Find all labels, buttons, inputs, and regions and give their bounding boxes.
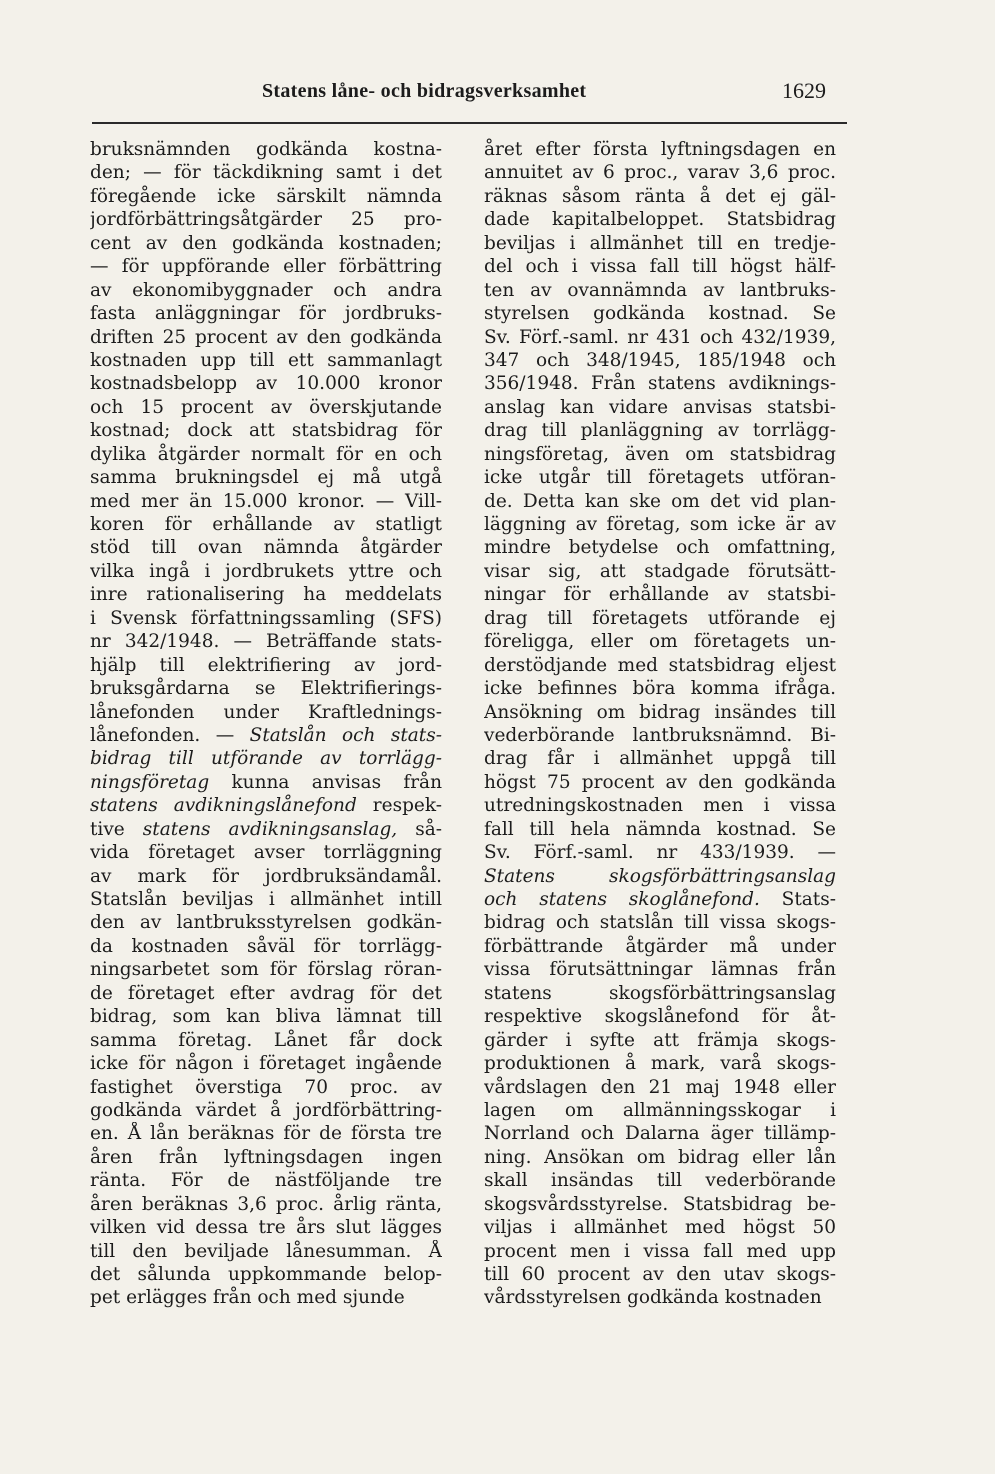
text-run: skall insändas till vederbörande: [484, 1170, 836, 1192]
text-line: [484, 771, 836, 794]
text-run: lånefonden under Kraftlednings-: [90, 701, 442, 723]
text-line: [90, 1193, 442, 1216]
text-line: [484, 419, 836, 442]
text-line: [484, 1193, 836, 1216]
text-line: [484, 349, 836, 372]
text-run: koren för erhållande av statligt: [90, 514, 442, 535]
text-run: produktionen å mark, varå skogs-: [484, 1053, 836, 1075]
text-run: pet erlägges från och med sjunde: [90, 1287, 405, 1309]
text-line: [90, 935, 442, 958]
page-number: 1629: [782, 78, 826, 103]
text-line: [484, 677, 836, 700]
text-line: [484, 1240, 836, 1263]
text-run: dylika åtgärder normalt för en och: [90, 443, 442, 465]
text-line: [484, 490, 836, 513]
text-run: förbättrande åtgärder må under: [484, 935, 836, 957]
text-run: dade kapitalbeloppet. Statsbidrag: [484, 209, 836, 231]
text-line: [484, 982, 836, 1005]
text-line: [484, 396, 836, 419]
text-line: [484, 818, 836, 841]
text-run: av ekonomibyggnader och andra: [90, 279, 442, 301]
text-run: bidrag, som kan bliva lämnat till: [90, 1006, 442, 1028]
text-line: [90, 443, 442, 466]
text-run: respektive skogslånefond för åt-: [484, 1006, 836, 1028]
text-run: samma brukningsdel ej må utgå: [90, 467, 442, 489]
text-line: [484, 372, 836, 395]
text-run: ränta. För de nästföljande tre: [90, 1170, 442, 1192]
text-line: [484, 958, 836, 981]
text-line: [484, 232, 836, 255]
text-run: ningsarbetet som för förslag röran-: [90, 959, 442, 981]
text-line: [90, 630, 442, 653]
text-line: [484, 138, 836, 161]
text-line: [484, 161, 836, 184]
text-line: [90, 701, 442, 724]
text-line: [484, 1263, 836, 1286]
text-run: vårdslagen den 21 maj 1948 eller: [484, 1076, 836, 1098]
text-line: [484, 911, 836, 934]
text-line: [484, 513, 836, 536]
text-run: kostnadsbelopp av 10.000 kronor: [90, 373, 442, 395]
text-run: godkända värdet å jordförbättring-: [90, 1099, 442, 1121]
text-line: [90, 865, 442, 888]
text-run: jordförbättringsåtgärder 25 pro-: [90, 209, 442, 231]
text-line: [484, 1005, 836, 1028]
text-run: annuitet av 6 proc., varav 3,6 proc.: [484, 162, 836, 184]
text-line: [90, 1286, 442, 1309]
text-line: [90, 1029, 442, 1052]
text-run: beviljas i allmänhet till en tredje-: [484, 232, 836, 254]
text-line: [90, 794, 442, 817]
text-run: ningsföretag, även om statsbidrag: [484, 443, 836, 465]
text-run: tive: [90, 818, 143, 840]
text-run: de företaget efter avdrag för det: [90, 982, 442, 1004]
text-run: Sv. Förf.-saml. nr 433/1939. —: [484, 842, 836, 864]
text-run: anslag kan vidare anvisas statsbi-: [484, 396, 836, 418]
text-run: åren beräknas 3,6 proc. årlig ränta,: [90, 1193, 442, 1215]
text-run: året efter första lyftningsdagen en: [484, 139, 836, 160]
text-line: [90, 911, 442, 934]
text-run: del och i vissa fall till högst hälf-: [484, 256, 836, 278]
text-line: [90, 1005, 442, 1028]
text-run: statens skogsförbättringsanslag: [484, 982, 836, 1004]
text-run: kostnaden upp till ett sammanlagt: [90, 349, 442, 371]
text-run: ten av ovannämnda av lantbruks-: [484, 279, 836, 301]
text-run: Norrland och Dalarna äger tillämp-: [484, 1123, 836, 1145]
italic-text-run: bidrag till utförande av torrlägg-: [90, 748, 442, 770]
text-run: räknas såsom ränta å det ej gäl-: [484, 185, 836, 207]
italic-text-run: ningsföretag: [90, 771, 210, 793]
text-run: derstödjande med statsbidrag eljest: [484, 654, 836, 676]
text-line: [90, 583, 442, 606]
text-run: en. Å lån beräknas för de första tre: [90, 1123, 442, 1145]
header-rule: [92, 122, 847, 124]
text-run: utredningskostnaden men i vissa: [484, 795, 836, 817]
text-run: läggning av företag, som icke är av: [484, 514, 836, 535]
text-line: [484, 536, 836, 559]
text-line: [90, 1076, 442, 1099]
text-line: [90, 1099, 442, 1122]
text-run: vilka ingå i jordbrukets yttre och: [90, 560, 442, 582]
text-run: respek-: [356, 795, 442, 817]
text-line: [90, 818, 442, 841]
text-run: bruksnämnden godkända kostna-: [90, 139, 442, 160]
text-run: i Svensk författningssamling (SFS): [90, 607, 442, 629]
text-line: [90, 138, 442, 161]
text-run: fasta anläggningar för jordbruks-: [90, 303, 442, 325]
text-line: [90, 1216, 442, 1239]
text-line: [90, 1240, 442, 1263]
text-line: [484, 1052, 836, 1075]
text-run: mindre betydelse och omfattning,: [484, 537, 836, 559]
text-line: [484, 302, 836, 325]
text-line: [484, 560, 836, 583]
text-run: ningar för erhållande av statsbi-: [484, 584, 836, 606]
text-line: [90, 490, 442, 513]
text-line: [484, 279, 836, 302]
text-run: vilken vid dessa tre års slut lägges: [90, 1217, 442, 1239]
text-line: [484, 443, 836, 466]
text-line: [90, 607, 442, 630]
text-run: till den beviljade lånesumman. Å: [90, 1240, 442, 1262]
italic-text-run: Statslån och stats-: [249, 724, 442, 746]
text-run: lagen om allmänningsskogar i: [484, 1099, 836, 1121]
text-run: föregående icke särskilt nämnda: [90, 185, 442, 207]
text-run: — för uppförande eller förbättring: [90, 256, 442, 278]
text-line: [484, 255, 836, 278]
text-line: [90, 279, 442, 302]
text-line: [90, 513, 442, 536]
text-line: [484, 466, 836, 489]
text-line: [90, 1263, 442, 1286]
text-line: [90, 302, 442, 325]
text-line: [484, 841, 836, 864]
text-line: [484, 208, 836, 231]
text-run: det sålunda uppkommande belop-: [90, 1264, 442, 1285]
text-line: [484, 1286, 836, 1309]
text-line: [90, 1052, 442, 1075]
italic-text-run: Statens skogsförbättringsanslag: [484, 865, 836, 887]
text-line: [484, 1099, 836, 1122]
text-line: [90, 888, 442, 911]
text-line: [484, 747, 836, 770]
text-run: skogsvårdsstyrelse. Statsbidrag be-: [484, 1193, 836, 1215]
text-run: till 60 procent av den utav skogs-: [484, 1264, 836, 1285]
text-line: [90, 677, 442, 700]
text-run: samma företag. Lånet får dock: [90, 1029, 442, 1051]
left-column: [90, 138, 442, 1310]
text-line: [90, 255, 442, 278]
text-line: [484, 630, 836, 653]
text-run: kostnad; dock att statsbidrag för: [90, 420, 442, 442]
text-line: [484, 607, 836, 630]
text-run: vederbörande lantbruksnämnd. Bi-: [484, 724, 836, 746]
text-run: Ansökning om bidrag insändes till: [484, 701, 836, 723]
text-line: [90, 536, 442, 559]
text-line: [484, 1169, 836, 1192]
text-line: [484, 1076, 836, 1099]
text-line: [90, 161, 442, 184]
text-run: styrelsen godkända kostnad. Se: [484, 303, 836, 325]
text-run: driften 25 procent av den godkända: [90, 326, 442, 348]
text-line: [484, 935, 836, 958]
text-run: med mer än 15.000 kronor. — Vill-: [90, 490, 442, 512]
text-run: drag till företagets utförande ej: [484, 607, 836, 629]
text-line: [90, 396, 442, 419]
text-run: 347 och 348/1945, 185/1948 och: [484, 349, 836, 371]
text-run: så-: [397, 818, 442, 840]
text-line: [484, 185, 836, 208]
right-column: [484, 138, 836, 1310]
text-run: fall till hela nämnda kostnad. Se: [484, 818, 836, 840]
text-run: icke utgår till företagets utföran-: [484, 467, 836, 489]
text-run: drag får i allmänhet uppgå till: [484, 748, 836, 770]
text-run: och 15 procent av överskjutande: [90, 396, 442, 418]
text-run: Statslån beviljas i allmänhet intill: [90, 889, 442, 910]
text-run: bidrag och statslån till vissa skogs-: [484, 912, 836, 934]
text-line: [90, 185, 442, 208]
italic-text-run: och statens skoglånefond.: [484, 889, 760, 910]
text-line: [90, 419, 442, 442]
text-line: [484, 888, 836, 911]
text-line: [484, 794, 836, 817]
text-line: [90, 208, 442, 231]
italic-text-run: statens avdikningsanslag,: [142, 818, 398, 840]
text-line: [484, 1029, 836, 1052]
text-line: [484, 865, 836, 888]
text-line: [90, 771, 442, 794]
text-line: [484, 583, 836, 606]
text-line: [90, 841, 442, 864]
text-run: Stats-: [759, 889, 836, 910]
text-run: viljas i allmänhet med högst 50: [484, 1217, 836, 1239]
text-line: [90, 466, 442, 489]
text-run: cent av den godkända kostnaden;: [90, 232, 442, 254]
text-run: den; — för täckdikning samt i det: [90, 162, 442, 184]
text-line: [90, 982, 442, 1005]
text-line: [90, 747, 442, 770]
text-line: [484, 724, 836, 747]
text-line: [484, 1216, 836, 1239]
text-line: [90, 654, 442, 677]
text-line: [484, 1122, 836, 1145]
text-line: [90, 232, 442, 255]
text-run: inre rationalisering ha meddelats: [90, 584, 442, 606]
text-line: [90, 1169, 442, 1192]
text-line: [90, 349, 442, 372]
text-line: [90, 1146, 442, 1169]
text-run: procent men i vissa fall med upp: [484, 1240, 836, 1262]
text-run: den av lantbruksstyrelsen godkän-: [90, 912, 442, 934]
text-line: [90, 724, 442, 747]
text-run: av mark för jordbruksändamål.: [90, 865, 442, 887]
text-run: fastighet överstiga 70 proc. av: [90, 1076, 442, 1098]
text-line: [90, 326, 442, 349]
text-run: visar sig, att stadgade förutsätt-: [484, 560, 836, 582]
text-line: [484, 326, 836, 349]
text-run: kunna anvisas från: [209, 771, 442, 793]
text-line: [90, 372, 442, 395]
text-run: högst 75 procent av den godkända: [484, 771, 836, 793]
text-run: vårdsstyrelsen godkända kostnaden: [484, 1287, 822, 1309]
text-run: lånefonden. —: [90, 724, 250, 746]
text-run: ning. Ansökan om bidrag eller lån: [484, 1146, 836, 1168]
text-run: drag till planläggning av torrlägg-: [484, 420, 836, 442]
text-run: föreligga, eller om företagets un-: [484, 631, 836, 653]
text-run: 356/1948. Från statens avdiknings-: [484, 373, 836, 395]
text-line: [90, 958, 442, 981]
text-run: gärder i syfte att främja skogs-: [484, 1029, 836, 1051]
text-run: stöd till ovan nämnda åtgärder: [90, 537, 442, 559]
text-run: vissa förutsättningar lämnas från: [484, 959, 836, 981]
text-line: [484, 1146, 836, 1169]
text-run: åren från lyftningsdagen ingen: [90, 1146, 442, 1168]
text-run: icke befinnes böra komma ifråga.: [484, 678, 836, 700]
text-line: [484, 701, 836, 724]
text-line: [484, 654, 836, 677]
text-run: vida företaget avser torrläggning: [90, 842, 442, 864]
text-line: [90, 1122, 442, 1145]
text-run: bruksgårdarna se Elektrifierings-: [90, 678, 442, 700]
text-run: Sv. Förf.-saml. nr 431 och 432/1939,: [484, 326, 836, 348]
text-run: icke för någon i företaget ingående: [90, 1053, 442, 1075]
text-run: da kostnaden såväl för torrlägg-: [90, 935, 442, 957]
text-run: de. Detta kan ske om det vid plan-: [484, 490, 836, 512]
running-head-title: Statens låne- och bidragsverksamhet: [262, 80, 587, 102]
italic-text-run: statens avdikningslånefond: [90, 795, 357, 817]
text-run: hjälp till elektrifiering av jord-: [90, 654, 442, 676]
text-run: nr 342/1948. — Beträffande stats-: [90, 631, 442, 653]
text-line: [90, 560, 442, 583]
